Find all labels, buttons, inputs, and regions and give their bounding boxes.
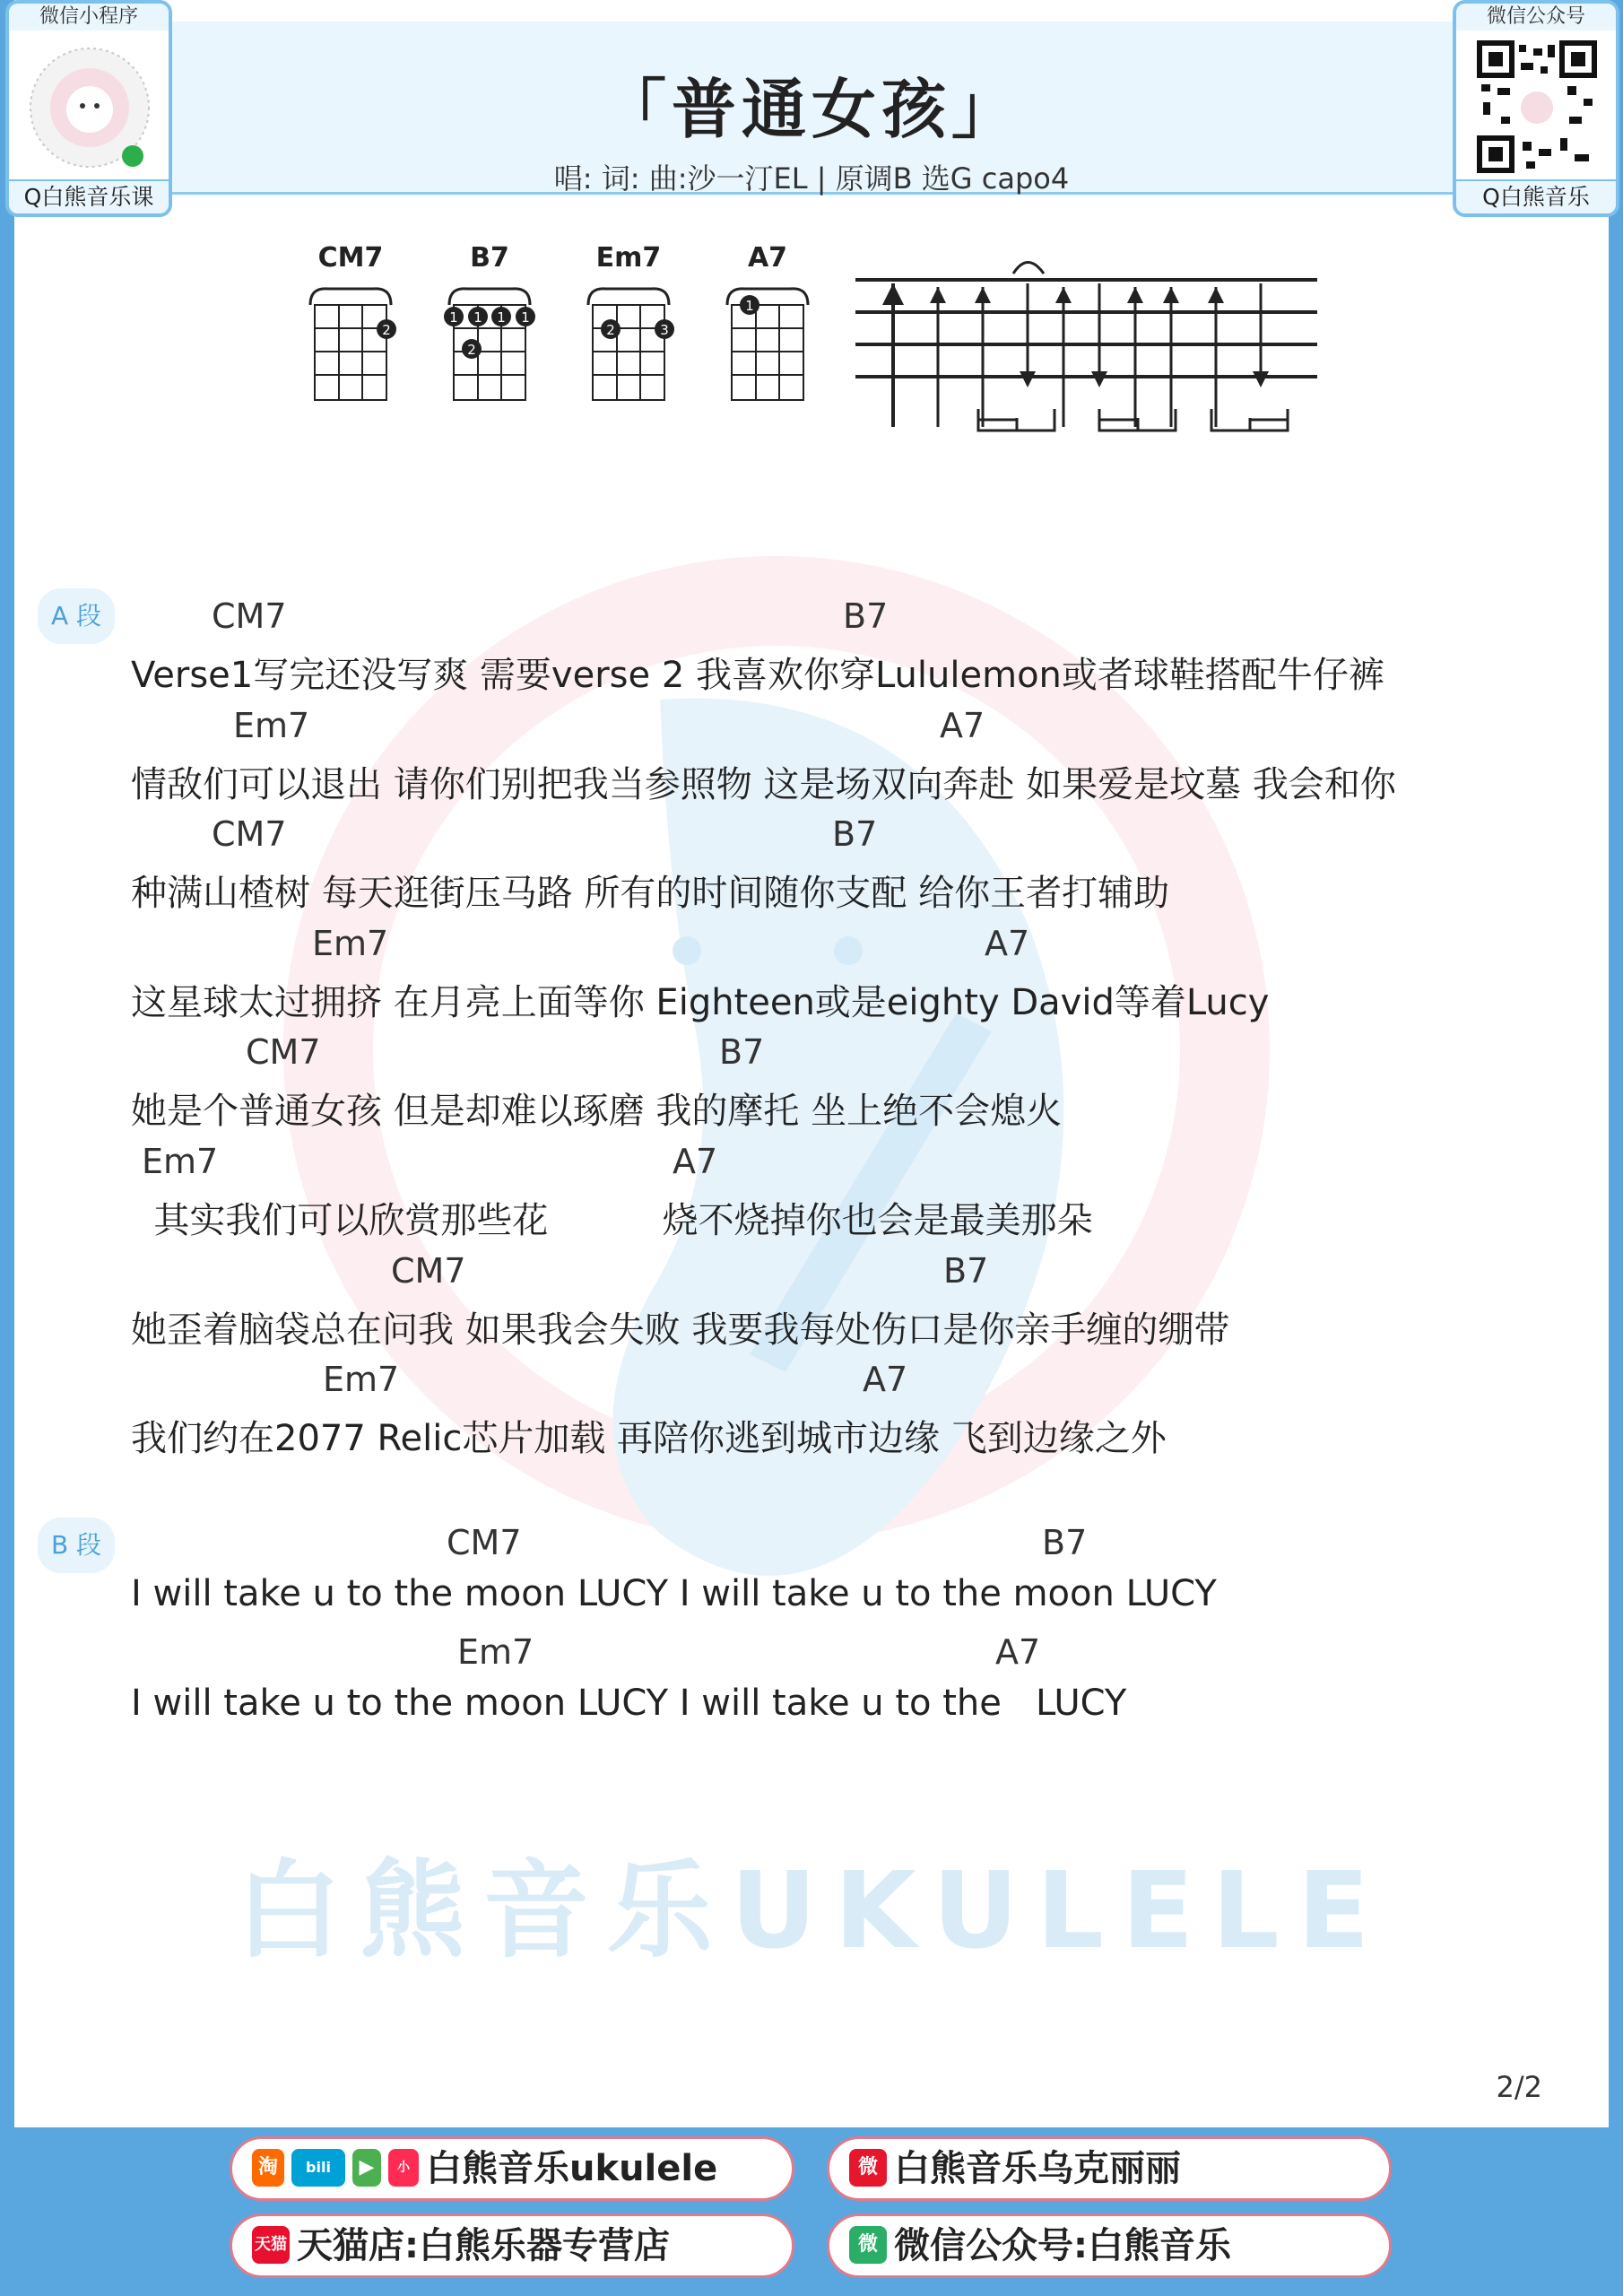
lyric-line: I will take u to the moon LUCY I will take u to the moon LUCY [131, 1573, 1217, 1614]
lyric-line: 我们约在2077 Relic芯片加载 再陪你逃到城市边缘 飞到边缘之外 [131, 1418, 1167, 1460]
lyric-line: 她歪着脑袋总在问我 如果我会失败 我要我每处伤口是你亲手缠的绷带 [131, 1309, 1230, 1351]
header [14, 22, 1609, 195]
lyric-row [131, 1251, 1566, 1361]
chord-label: B7 [1042, 1523, 1088, 1562]
chord-label: A7 [673, 1141, 718, 1181]
chord-label: CM7 [212, 814, 287, 855]
link-label: 白熊音乐乌克丽丽 [894, 2148, 1181, 2189]
section-tag-b: B 段 [38, 1518, 115, 1573]
lyric-row [131, 1142, 1566, 1251]
finger-number: 2 [382, 322, 391, 338]
chord-label: A7 [863, 1360, 908, 1400]
link-social-ukulele[interactable] [230, 2136, 794, 2201]
qr-code-wechat-official[interactable] [1453, 0, 1619, 217]
chord-label: B7 [943, 1250, 989, 1291]
chord-name: Em7 [595, 242, 662, 274]
footer [0, 2127, 1623, 2296]
link-wechat[interactable] [827, 2213, 1392, 2278]
chord-label: CM7 [212, 596, 287, 636]
link-label: 微信公众号:白熊音乐 [894, 2225, 1231, 2266]
xiaohongshu-icon: 小 [388, 2149, 419, 2187]
qr-code-icon [1474, 36, 1600, 178]
miniprogram-code-icon [27, 36, 152, 178]
chord-label: Em7 [457, 1631, 534, 1672]
qr-search-label: Q白熊音乐 [1456, 179, 1616, 213]
svg-text:1: 1 [473, 309, 482, 326]
svg-text:2: 2 [467, 342, 476, 358]
chord-label: B7 [719, 1032, 765, 1073]
chord-label: Em7 [312, 923, 389, 963]
song-info: 唱: 词: 曲:沙一汀EL | 原调B 选G capo4 [553, 161, 1070, 196]
chord-label: A7 [995, 1631, 1041, 1672]
lyric-line: 她是个普通女孩 但是却难以琢磨 我的摩托 坐上绝不会熄火 [131, 1091, 1063, 1133]
chord-label: CM7 [246, 1032, 321, 1073]
page-number: 2/2 [1496, 2070, 1542, 2104]
qr-label: 微信公众号 [1456, 4, 1616, 30]
link-label: 白熊音乐ukulele [426, 2148, 718, 2189]
lyric-row [131, 1360, 1566, 1469]
section-tag-a: A 段 [38, 588, 115, 644]
link-tmall[interactable] [230, 2213, 794, 2278]
lyric-line: 其实我们可以欣赏那些花 烧不烧掉你也会是最美那朵 [131, 1199, 1093, 1241]
play-icon: ▶ [352, 2149, 381, 2187]
section-a-lyrics [131, 596, 1566, 1469]
link-label: 天猫店:白熊乐器专营店 [297, 2225, 670, 2266]
lyric-row [131, 596, 1566, 706]
chord-label: B7 [843, 596, 889, 636]
chord-label: A7 [940, 705, 985, 745]
fretboard-icon [440, 278, 548, 413]
svg-text:1: 1 [745, 298, 754, 314]
weibo-icon: 微 [849, 2149, 887, 2187]
lyric-line: 种满山楂树 每天逛街压马路 所有的时间随你支配 给你王者打辅助 [131, 873, 1170, 915]
watermark-text: 白熊音乐UKULELE [235, 1848, 1388, 1972]
chord-label: CM7 [391, 1250, 466, 1291]
fretboard-icon [718, 278, 826, 413]
chord-label: Em7 [323, 1360, 400, 1400]
qr-search-label: Q白熊音乐课 [9, 179, 169, 213]
fretboard-icon [301, 278, 409, 413]
svg-text:1: 1 [497, 309, 506, 326]
chord-name: B7 [470, 242, 509, 274]
lyric-line: I will take u to the moon LUCY I will take u to the LUCY [131, 1682, 1127, 1724]
lyric-row [131, 924, 1566, 1033]
lyric-line: 情敌们可以退出 请你们别把我当参照物 这是场双向奔赴 如果爱是坟墓 我会和你 [131, 763, 1396, 805]
lyric-row [131, 1032, 1566, 1142]
lyric-line: Verse1写完还没写爽 需要verse 2 我喜欢你穿Lululemon或者球鞋搭配牛仔裤 [131, 655, 1384, 696]
chord-name: A7 [747, 242, 788, 274]
taobao-icon: 淘 [252, 2149, 284, 2187]
chord-label: Em7 [142, 1141, 219, 1181]
link-weibo[interactable] [827, 2136, 1392, 2201]
lyric-row [131, 706, 1566, 815]
lyric-row [131, 1632, 1566, 1742]
qr-code-miniprogram[interactable] [5, 0, 172, 217]
fretboard-icon [579, 278, 687, 413]
chord-name: CM7 [317, 242, 384, 274]
svg-text:3: 3 [660, 322, 669, 338]
svg-text:1: 1 [449, 309, 458, 326]
lyric-row [131, 1523, 1566, 1632]
svg-text:1: 1 [521, 309, 530, 326]
svg-text:2: 2 [606, 322, 615, 338]
sheet-page [14, 0, 1609, 2127]
tmall-icon: 天猫 [252, 2226, 290, 2264]
section-b-lyrics [131, 1523, 1566, 1741]
lyric-row [131, 814, 1566, 924]
bilibili-icon: bili [291, 2149, 345, 2187]
chord-label: A7 [985, 923, 1030, 963]
lyric-line: 这星球太过拥挤 在月亮上面等你 Eighteen或是eighty David等着Lucy [131, 981, 1270, 1023]
song-title: 「普通女孩」 [601, 72, 1021, 147]
chord-label: Em7 [233, 705, 310, 745]
qr-label: 微信小程序 [9, 4, 169, 30]
wechat-icon: 微 [849, 2226, 887, 2264]
chord-label: B7 [832, 814, 878, 855]
strum-pattern-icon [855, 251, 1340, 439]
chord-label: CM7 [447, 1523, 522, 1562]
